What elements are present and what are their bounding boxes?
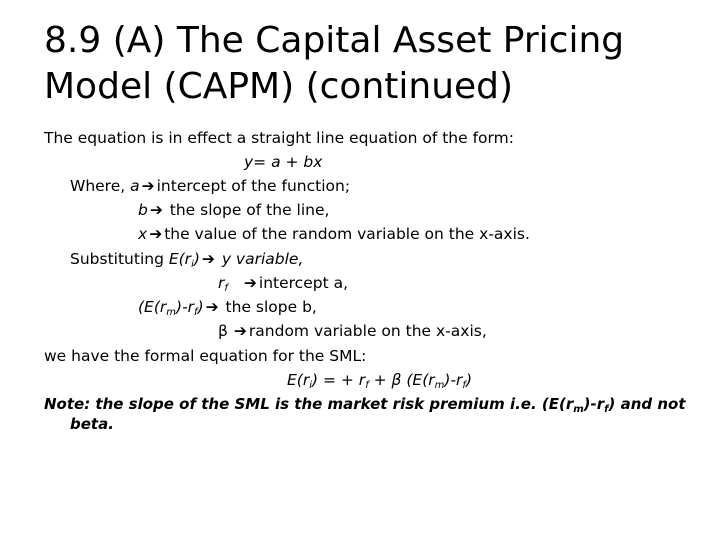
sml-equation <box>287 368 472 392</box>
note-b: )-r <box>583 395 605 413</box>
where-prefix: Where, <box>70 177 131 195</box>
right-arrow-icon: ➔ <box>201 250 215 268</box>
b-line <box>138 198 329 222</box>
subst-close: ) <box>193 250 200 268</box>
title-line-1: 8.9 (A) The Capital Asset Pricing <box>44 20 625 61</box>
subst-sub-i: i <box>191 259 194 270</box>
note-sub-m: m <box>573 404 584 415</box>
note-line-1 <box>44 392 686 416</box>
line-equation: y= a + bx <box>244 153 323 171</box>
sml-a: E(r <box>287 371 310 389</box>
b-var: b <box>138 201 148 219</box>
beta-line <box>218 319 487 343</box>
slope-line <box>138 295 317 319</box>
slope-sub-m: m <box>166 307 177 318</box>
subst-er: E(r <box>168 250 192 268</box>
sml-sub-m: m <box>434 380 445 391</box>
rf-sub: f <box>224 283 228 294</box>
right-arrow-icon: ➔ <box>205 298 219 316</box>
x-line <box>138 222 530 246</box>
intro-text: The equation is in effect a straight line equation of the form: <box>44 129 514 147</box>
slope-a: (E(r <box>138 298 167 316</box>
where-line <box>70 174 350 198</box>
rf-line <box>218 271 348 295</box>
rf-desc: intercept a, <box>258 274 349 292</box>
right-arrow-icon: ➔ <box>141 177 155 195</box>
sml-b: ) = + r <box>312 371 366 389</box>
right-arrow-icon: ➔ <box>149 201 163 219</box>
sml-sub-i: i <box>309 380 312 391</box>
rf-var: r <box>218 274 225 292</box>
sml-sub-f2: f <box>462 380 466 391</box>
sml-c: + β (E(r <box>368 371 435 389</box>
sml-e: ) <box>465 371 472 389</box>
slide-title <box>44 18 704 110</box>
slope-c: ) <box>197 298 204 316</box>
b-desc: the slope of the line, <box>164 201 330 219</box>
note-a: Note: the slope of the SML is the market risk premium i.e. (E(r <box>44 395 574 413</box>
right-arrow-icon: ➔ <box>233 322 247 340</box>
beta-desc: random variable on the x-axis, <box>248 322 487 340</box>
note-line-2: beta. <box>70 415 114 433</box>
sml-sub-f: f <box>365 380 369 391</box>
subst-prefix: Substituting <box>70 250 169 268</box>
where-desc: intercept of the function; <box>156 177 351 195</box>
note-sub-f: f <box>604 404 609 415</box>
slope-sub-f: f <box>194 307 198 318</box>
right-arrow-icon: ➔ <box>149 225 163 243</box>
beta-var: β <box>218 322 228 340</box>
right-arrow-icon: ➔ <box>243 274 257 292</box>
slope-b: )-r <box>176 298 195 316</box>
x-var: x <box>138 225 148 243</box>
x-desc: the value of the random variable on the x-axis. <box>164 225 530 243</box>
substituting-line <box>70 247 303 271</box>
where-var: a <box>130 177 140 195</box>
formal-text: we have the formal equation for the SML: <box>44 347 367 365</box>
subst-desc: y variable, <box>216 250 304 268</box>
title-line-2: Model (CAPM) (continued) <box>44 66 514 107</box>
slope-desc: the slope b, <box>220 298 317 316</box>
sml-d: )-r <box>444 371 463 389</box>
note-c: ) and not <box>608 395 686 413</box>
